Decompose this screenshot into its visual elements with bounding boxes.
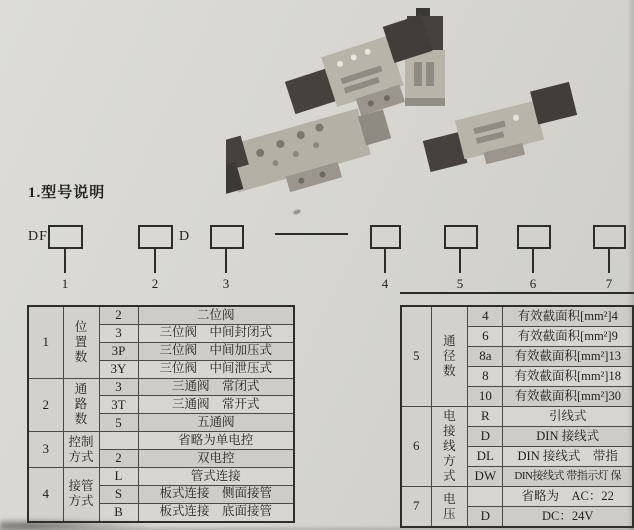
code-cell: 3P: [99, 342, 138, 360]
code-cell: D: [468, 427, 503, 447]
description-cell: DC：24V: [503, 507, 633, 528]
description-cell: DIN 接线式 带指: [503, 447, 633, 467]
position-number-6: 6: [529, 276, 537, 291]
group-label: 通路数: [63, 378, 99, 432]
description-cell: 三通阀 常闭式: [138, 378, 294, 396]
model-box-7: [593, 225, 626, 249]
group-number: 5: [401, 306, 431, 407]
connector-line-4: [384, 249, 386, 273]
code-cell: L: [99, 468, 138, 486]
code-cell: S: [99, 485, 138, 503]
model-box-6: [517, 225, 551, 249]
model-box-2: [138, 225, 173, 249]
description-cell: DIN接线式 带指示灯 保: [503, 467, 633, 487]
description-cell: DIN 接线式: [503, 427, 633, 447]
description-cell: 三位阀 中间加压式: [138, 342, 294, 360]
model-dash-line: [275, 233, 348, 235]
code-cell: 8a: [468, 347, 503, 367]
connector-line-6: [532, 249, 534, 273]
description-cell: 二位阀: [138, 306, 294, 324]
group-number: 4: [28, 468, 63, 522]
model-box-3: [210, 225, 244, 249]
connector-line-3: [225, 249, 227, 273]
description-cell: 板式连接 底面接管: [138, 503, 294, 521]
group-number: 7: [401, 487, 431, 528]
group-label: 通径数: [431, 306, 468, 407]
code-cell: D: [468, 507, 503, 528]
model-box-5: [444, 225, 478, 249]
code-cell: 3T: [99, 396, 138, 414]
code-cell: DW: [468, 467, 503, 487]
group-label: 接管方式: [63, 468, 99, 522]
description-cell: 三位阀 中间封闭式: [138, 324, 294, 342]
code-cell: 5: [99, 414, 138, 432]
code-cell: 3: [99, 324, 138, 342]
position-number-2: 2: [151, 276, 159, 291]
code-cell: 3Y: [99, 360, 138, 378]
model-box-1: [48, 225, 83, 249]
description-cell: 有效截面积[mm²]30: [503, 387, 633, 407]
section-title: 1.型号说明: [28, 185, 106, 201]
position-number-3: 3: [222, 276, 230, 291]
code-cell: B: [99, 503, 138, 521]
group-number: 6: [401, 407, 431, 487]
connector-line-5: [459, 249, 461, 273]
model-mid-text: D: [179, 229, 191, 244]
description-cell: 管式连接: [138, 468, 294, 486]
scan-speck: [293, 209, 302, 215]
product-photo: [226, 6, 626, 206]
description-cell: 有效截面积[mm²]18: [503, 367, 633, 387]
right-table-top-rule: [400, 292, 634, 294]
code-cell: 3: [99, 378, 138, 396]
valve-manifold: [226, 96, 398, 206]
model-box-4: [370, 225, 401, 249]
code-cell: 4: [468, 306, 503, 327]
position-number-7: 7: [605, 276, 613, 291]
code-cell: 8: [468, 367, 503, 387]
code-cell: [468, 487, 503, 507]
connector-line-1: [64, 249, 66, 273]
code-cell: [99, 432, 138, 450]
group-number: 2: [28, 378, 63, 432]
description-cell: 三通阀 常开式: [138, 396, 294, 414]
group-label: 位置数: [63, 306, 99, 378]
description-cell: 省略为单电控: [138, 432, 294, 450]
position-number-5: 5: [456, 276, 464, 291]
group-label: 电接线方式: [431, 407, 468, 487]
spec-table-left: [27, 305, 295, 523]
code-cell: 2: [99, 450, 138, 468]
model-prefix-text: DF: [28, 229, 48, 244]
position-number-4: 4: [381, 276, 389, 291]
code-cell: 6: [468, 327, 503, 347]
description-cell: 引线式: [503, 407, 633, 427]
description-cell: 双电控: [138, 450, 294, 468]
code-cell: 10: [468, 387, 503, 407]
code-cell: R: [468, 407, 503, 427]
group-number: 3: [28, 432, 63, 468]
connector-line-7: [608, 249, 610, 273]
position-number-1: 1: [61, 276, 69, 291]
description-cell: 省略为 AC：22: [503, 487, 633, 507]
page-edge-shadow-right: [627, 0, 634, 530]
description-cell: 三位阀 中间泄压式: [138, 360, 294, 378]
code-cell: DL: [468, 447, 503, 467]
group-label: 电压: [431, 487, 468, 528]
description-cell: 有效截面积[mm²]9: [503, 327, 633, 347]
description-cell: 有效截面积[mm²]13: [503, 347, 633, 367]
page-edge-shadow-bottom: [0, 525, 634, 530]
spec-table-right: [400, 305, 634, 528]
group-number: 1: [28, 306, 63, 378]
description-cell: 有效截面积[mm²]4: [503, 306, 633, 327]
description-cell: 板式连接 侧面接管: [138, 485, 294, 503]
group-label: 控制方式: [63, 432, 99, 468]
connector-line-2: [154, 249, 156, 273]
code-cell: 2: [99, 306, 138, 324]
description-cell: 五通阀: [138, 414, 294, 432]
